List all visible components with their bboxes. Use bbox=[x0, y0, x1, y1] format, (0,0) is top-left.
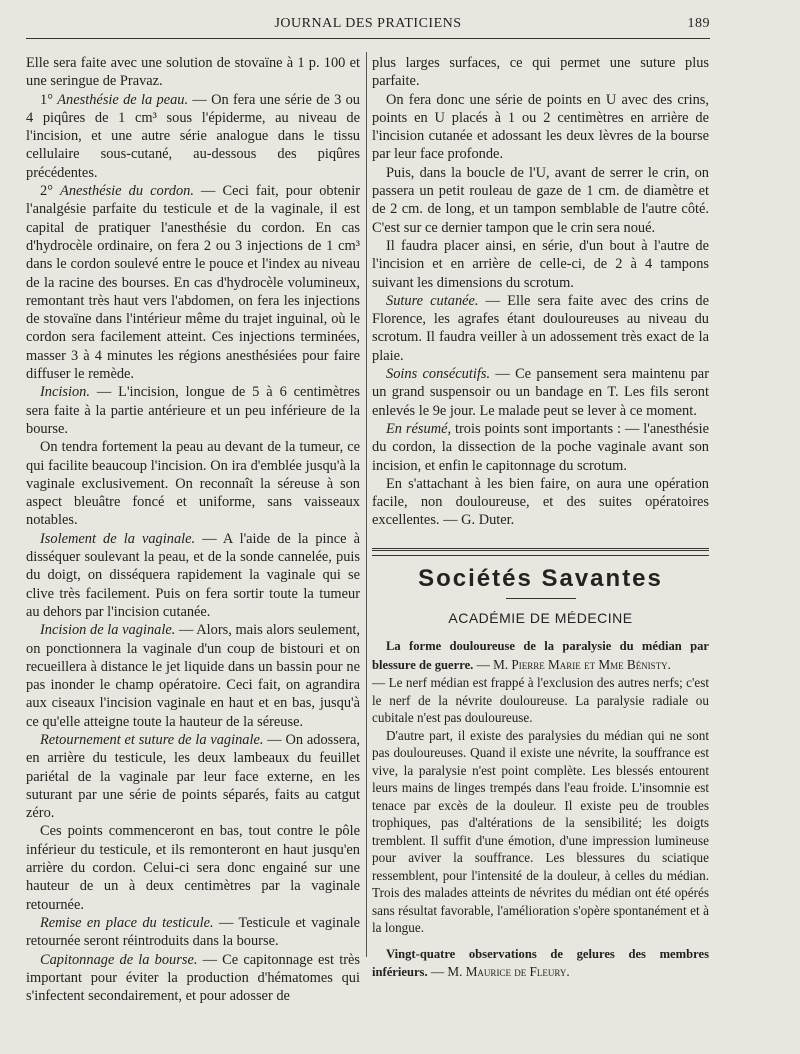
paragraph: Il faudra placer ainsi, en série, d'un bout à l'autre de l'incision et en arrière de celle-ci, de 2 à 4 tampons suivant les dimensions du scrotum. bbox=[372, 237, 709, 291]
column-divider bbox=[366, 52, 367, 957]
paragraph: Soins consécutifs. — Ce pansement sera maintenu par un grand suspensoir ou un bandage en T. Les fils seront enlevés le 9e jour. Le malade peut se lever à ce moment. bbox=[372, 366, 709, 419]
paragraph: On fera donc une série de points en U avec des crins, points en U placés à 1 ou 2 centimètres en arrière de l'incision cutanée et adossant les deux lèvres de la bourse par leur face profonde. bbox=[372, 91, 709, 163]
paragraph: En résumé, trois points sont importants : — l'anesthésie du cordon, la dissection de la poche vaginale avant son incision, et enfin le capitonnage du scrotum. bbox=[372, 420, 709, 474]
paragraph: plus larges surfaces, ce qui permet une suture plus parfaite. bbox=[372, 55, 709, 90]
paragraph: Capitonnage de la bourse. — Ce capitonnage est très important pour éviter la production d'hématomes qui s'infectent secondairement, et pour adosser de bbox=[26, 951, 360, 1005]
section-rule bbox=[372, 548, 709, 556]
report-item bbox=[372, 637, 709, 982]
paragraph: 2° Anesthésie du cordon. — Ceci fait, pour obtenir l'analgésie parfaite du testicule et de la vaginale, il est capital de pratiquer l'anesthésie du cordon. En cas d'hydrocèle ordinaire, on fera 2 ou 3 injections de 1 cm³ dans le cordon soulevé entre le pouce et l'index au niveau de la racine des bourses. En cas d'hydrocèle volumineux, remontant très haut vers l'abdomen, on fera les injections de stovaïne dans l'intérieur même du trajet inguinal, où le cordon sera facilement atteint. Ces injections terminées, masser 3 à 4 minutes les régions anesthésiées pour faire diffuser le remède. bbox=[26, 183, 360, 383]
paragraph: En s'attachant à les bien faire, on aura une opération facile, non douloureuse, et des suites opératoires excellentes. — G. Duter. bbox=[372, 475, 709, 529]
paragraph: Puis, dans la boucle de l'U, avant de serrer le crin, on passera un petit rouleau de gaze de 1 cm. de diamètre et de 2 cm. de long, et un tampon semblable de l'autre côté. C'est sur ce dernier tampon que le crin sera noué. bbox=[372, 164, 709, 236]
section-title: Sociétés Savantes bbox=[418, 564, 663, 592]
journal-title: JOURNAL DES PRATICIENS bbox=[274, 16, 462, 31]
paragraph: — Le nerf médian est frappé à l'exclusion des autres nerfs; c'est le nerf de la névrite douloureuse. La paralysie radiale ou cubitale n'est pas douloureuse. bbox=[372, 675, 709, 726]
left-column bbox=[26, 54, 360, 1005]
paragraph: Ces points commenceront en bas, tout contre le pôle inférieur du testicule, et ils remonteront en haut jusqu'en arrière du cordon. Celui-ci sera donc engainé sur une hauteur de un à deux centimètres par la vaginale retournée. bbox=[26, 823, 360, 913]
report-title: La forme douloureuse de la paralysie du médian par blessure de guerre. — M. Pierre Marie et Mme Bénisty. bbox=[372, 639, 709, 672]
paragraph: Incision de la vaginale. — Alors, mais alors seulement, on ponctionnera la vaginale d'un coup de bistouri et on recueillera à distance le jet liquide dans un bassin pour ne pas inonder le champ opératoire. Ceci fait, on agrandira aux ciseaux l'incision vaginale en haut et en bas, jusqu'à ce qu'elle atteigne toute la hauteur de la séreuse. bbox=[26, 622, 360, 730]
report-title: Vingt-quatre observations de gelures des membres inférieurs. — M. Maurice de Fleury. bbox=[372, 946, 709, 980]
academy-heading: ACADÉMIE DE MÉDECINE bbox=[448, 610, 633, 627]
running-header bbox=[26, 14, 710, 39]
paragraph: Retournement et suture de la vaginale. — On adossera, en arrière du testicule, les deux lambeaux du feuillet pariétal de la vaginale par leur face externe, en les suturant par une série de points séparés, faits au catgut zéro. bbox=[26, 731, 361, 822]
paragraph: D'autre part, il existe des paralysies du médian qui ne sont pas douloureuses. Quand il existe une névrite, la souffrance est vive, la paralysie n'est point complète. Les blessés entourent leurs mains de linges trempés dans l'eau froide. L'insomnie est tenace par excès de la douleur. Il existe peu de troubles trophiques, pas d'altérations de la sensibilité; les doigts tremblent. Il suffit d'une émotion, d'une impression lumineuse pour aviver la souffrance. Les blessures du sciatique ressemblent, pour l'intensité de la douleur, à celles du médian. Trois des malades atteints de névrites du médian ont été opérés sans résultat favorable, l'amélioration s'opère spontanément et à la longue. bbox=[372, 727, 709, 936]
paragraph: Incision. — L'incision, longue de 5 à 6 centimètres sera faite à la partie antérieure et un peu inférieure de la bourse. bbox=[26, 384, 360, 437]
paragraph: 1° Anesthésie de la peau. — On fera une série de 3 ou 4 piqûres de 1 cm³ sous l'épiderme, au niveau de l'incision, et une autre série analogue dans le tissu cellulaire sous-cutané, au-dessous des piqûres précédentes. bbox=[26, 91, 360, 181]
paragraph: On tendra fortement la peau au devant de la tumeur, ce qui facilite beaucoup l'incision. On ira d'emblée jusqu'à la vaginale exclusivement. On reconnaît la séreuse à son aspect bleuâtre foncé et uniforme, sans vaisseaux notables. bbox=[26, 439, 360, 529]
paragraph: Remise en place du testicule. — Testicule et vaginale retournée seront réintroduits dans la bourse. bbox=[26, 914, 360, 950]
paragraph: Isolement de la vaginale. — A l'aide de la pince à disséquer soulevant la peau, et de la sonde cannelée, puis du doigt, on disséquera rapidement la vaginale qui se clive très facilement. Puis on fera sortir toute la tumeur au dehors par l'incision cutanée. bbox=[26, 530, 360, 620]
right-column bbox=[372, 54, 709, 982]
paragraph: Suture cutanée. — Elle sera faite avec des crins de Florence, les agrafes étant douloureuses au niveau du scrotum. Il faudra veiller à un adossement très exact de la plaie. bbox=[372, 292, 710, 364]
page-number: 189 bbox=[687, 16, 710, 31]
short-divider bbox=[506, 598, 576, 599]
paragraph: Elle sera faite avec une solution de stovaïne à 1 p. 100 et une seringue de Pravaz. bbox=[26, 55, 360, 90]
